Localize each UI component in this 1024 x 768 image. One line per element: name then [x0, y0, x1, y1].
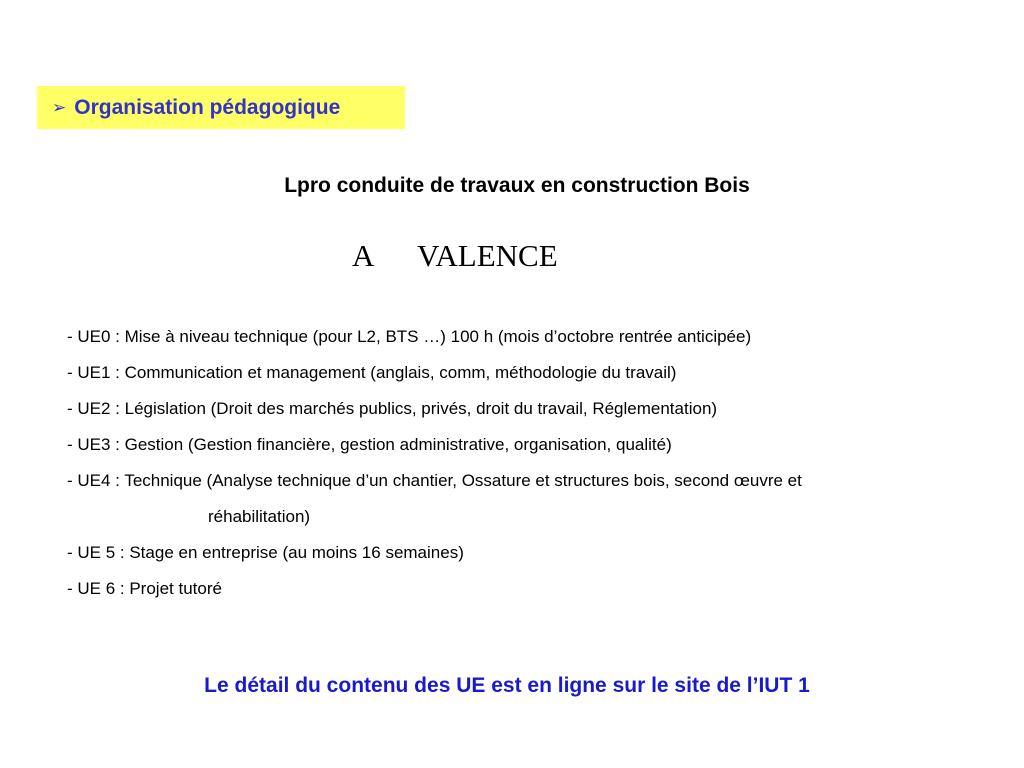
program-title: Lpro conduite de travaux en construction Bois	[284, 174, 750, 197]
ue-line-ue6: - UE 6 : Projet tutoré	[67, 579, 222, 598]
section-heading	[37, 86, 405, 129]
ue-line-ue4-continuation: réhabilitation)	[208, 507, 311, 526]
location-city: VALENCE	[417, 238, 558, 273]
ue-line-ue4: - UE4 : Technique (Analyse technique d’un chantier, Ossature et structures bois, second œuvre et	[67, 471, 802, 490]
ue-line-ue2: - UE2 : Législation (Droit des marchés publics, privés, droit du travail, Réglementation)	[67, 399, 718, 418]
location-line	[352, 238, 558, 274]
ue-line-ue0: - UE0 : Mise à niveau technique (pour L2, BTS …) 100 h (mois d’octobre rentrée anticipée)	[67, 327, 752, 346]
ue-line-ue1: - UE1 : Communication et management (anglais, comm, méthodologie du travail)	[67, 363, 677, 382]
arrow-bullet-icon: ➢	[52, 98, 67, 117]
location-prefix: A	[352, 238, 375, 273]
ue-line-ue3: - UE3 : Gestion (Gestion financière, gestion administrative, organisation, qualité)	[67, 435, 672, 454]
ue-list	[67, 322, 802, 610]
section-heading-text: Organisation pédagogique	[74, 95, 341, 119]
ue-line-ue5: - UE 5 : Stage en entreprise (au moins 16 semaines)	[67, 543, 464, 562]
footer-note: Le détail du contenu des UE est en ligne sur le site de l’IUT 1	[204, 674, 810, 697]
